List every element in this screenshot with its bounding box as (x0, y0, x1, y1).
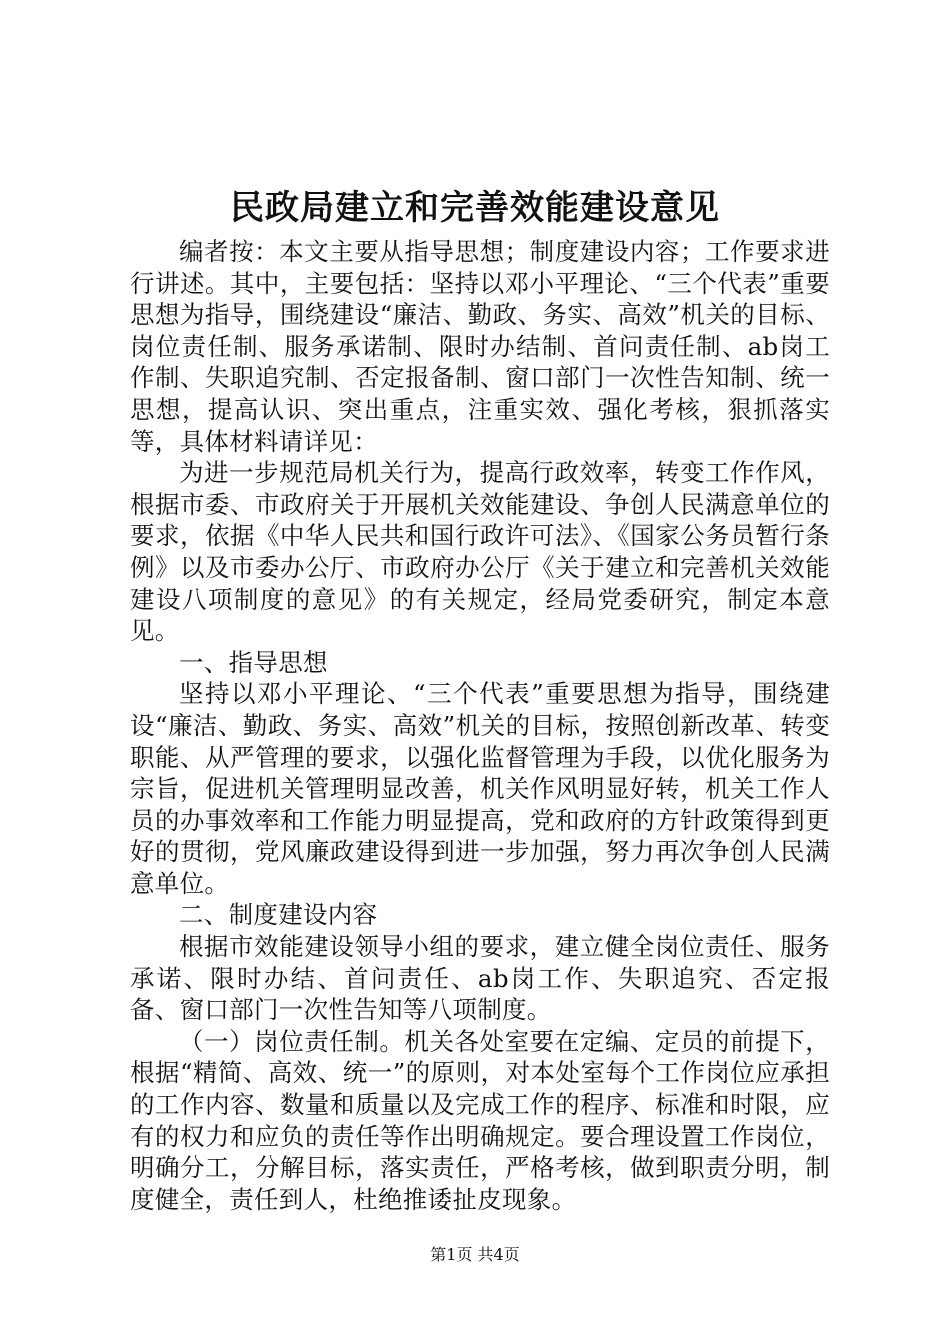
guiding-ideology-paragraph: 坚持以邓小平理论、“三个代表”重要思想为指导，围绕建设“廉洁、勤政、务实、高效”机关的目标，按照创新改革、转变职能、从严管理的要求，以强化监督管理为手段，以优化服务为宗旨，促进机关管理明显改善，机关作风明显好转，机关工作人员的办事效率和工作能力明显提高，党和政府的方针政策得到更好的贯彻，党风廉政建设得到进一步加强，努力再次争创人民满意单位。 (130, 679, 830, 898)
document-body (130, 236, 830, 1215)
intro-paragraph: 为进一步规范局机关行为，提高行政效率，转变工作作风，根据市委、市政府关于开展机关效能建设、争创人民满意单位的要求，依据《中华人民共和国行政许可法》、《国家公务员暂行条例》以及市委办公厅、市政府办公厅《关于建立和完善机关效能建设八项制度的意见》的有关规定，经局党委研究，制定本意见。 (130, 458, 830, 646)
editor-note-paragraph: 编者按：本文主要从指导思想；制度建设内容；工作要求进行讲述。其中，主要包括：坚持以邓小平理论、“三个代表”重要思想为指导，围绕建设“廉洁、勤政、务实、高效”机关的目标、岗位责任制、服务承诺制、限时办结制、首问责任制、ab岗工作制、失职追究制、否定报备制、窗口部门一次性告知制、统一思想，提高认识、突出重点，注重实效、强化考核，狠抓落实等，具体材料请详见： (130, 237, 830, 456)
post-responsibility-paragraph: （一）岗位责任制。机关各处室要在定编、定员的前提下，根据“精简、高效、统一”的原则，对本处室每个工作岗位应承担的工作内容、数量和质量以及完成工作的程序、标准和时限，应有的权力和应负的责任等作出明确规定。要合理设置工作岗位，明确分工，分解目标，落实责任，严格考核，做到职责分明，制度健全，责任到人，杜绝推诿扯皮现象。 (130, 1026, 830, 1214)
section-heading-system-construction: 二、制度建设内容 (179, 900, 378, 930)
document-title: 民政局建立和完善效能建设意见 (230, 188, 720, 228)
section-heading-guiding-ideology: 一、指导思想 (179, 647, 328, 677)
page-number-footer: 第1页 共4页 (430, 1245, 520, 1264)
system-construction-paragraph: 根据市效能建设领导小组的要求，建立健全岗位责任、服务承诺、限时办结、首问责任、ab岗工作、失职追究、否定报备、窗口部门一次性告知等八项制度。 (130, 932, 830, 1025)
